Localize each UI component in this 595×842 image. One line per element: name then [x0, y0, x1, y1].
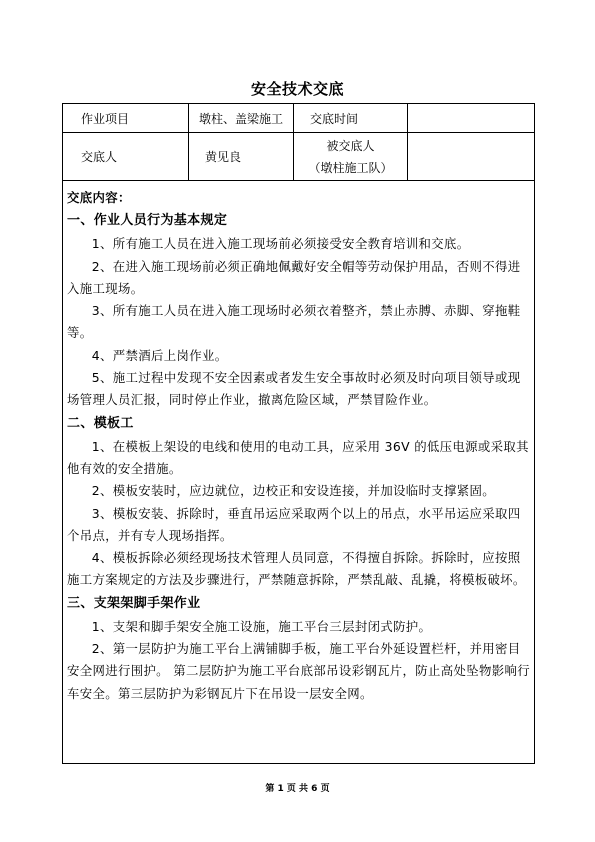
project-value: 墩柱、盖梁施工	[189, 104, 294, 133]
document-title: 安全技术交底	[250, 80, 344, 98]
project-label: 作业项目	[63, 104, 189, 133]
section-heading: 一、作业人员行为基本规定	[67, 213, 228, 229]
list-item: 4、模板拆除必须经现场技术管理人员同意，不得擅自拆除。拆除时，应按照施工方案规定的方法及步骤进行，严禁随意拆除，严禁乱敲、乱撬，将模板破坏。	[67, 550, 526, 588]
safety-briefing-table	[62, 103, 535, 764]
giver-value: 黄见良	[189, 133, 294, 181]
list-item: 1、在模板上架设的电线和使用的电动工具，应采用 36V 的低压电源或采取其他有效的安全措施。	[67, 438, 529, 476]
receiver-label-line-1: 被交底人	[326, 138, 375, 153]
list-item: 4、严禁酒后上岗作业。	[91, 347, 228, 363]
table-row	[63, 133, 535, 181]
list-item: 1、支架和脚手架安全施工设施，施工平台三层封闭式防护。	[91, 618, 432, 634]
list-item: 2、在进入施工现场前必须正确地佩戴好安全帽等劳动保护用品，否则不得进入施工现场。	[67, 258, 521, 296]
section-heading: 二、模板工	[67, 415, 134, 431]
list-item: 3、所有施工人员在进入施工现场时必须衣着整齐，禁止赤膊、赤脚、穿拖鞋等。	[67, 303, 521, 341]
receiver-label-line-2: （墩柱施工队）	[308, 160, 393, 175]
page-number: 第 1 页 共 6 页	[265, 784, 330, 794]
list-item: 5、施工过程中发现不安全因素或者发生安全事故时必须及时向项目领导或现场管理人员汇报，同时停止作业，撤离危险区域，严禁冒险作业。	[67, 370, 521, 408]
table-row	[63, 181, 535, 764]
section-heading: 三、支架架脚手架作业	[67, 595, 201, 611]
list-item: 1、所有施工人员在进入施工现场前必须接受安全教育培训和交底。	[91, 236, 470, 252]
time-label: 交底时间	[294, 104, 408, 133]
giver-label: 交底人	[63, 133, 189, 181]
list-item: 3、模板安装、拆除时，垂直吊运应采取两个以上的吊点，水平吊运应采取四个吊点，并有专人现场指挥。	[67, 505, 521, 543]
receiver-value	[408, 133, 535, 181]
time-value	[408, 104, 535, 133]
list-item: 2、第一层防护为施工平台上满铺脚手板，施工平台外延设置栏杆，并用密目安全网进行围护。 第二层防护为施工平台底部吊设彩钢瓦片，防止高处坠物影响行车安全。第三层防护为彩钢瓦片下在吊设一层安全网。	[67, 641, 530, 701]
table-row	[63, 104, 535, 133]
content-intro: 交底内容：	[67, 190, 131, 205]
briefing-content	[63, 181, 535, 764]
receiver-label	[294, 133, 408, 181]
list-item: 2、模板安装时，应边就位，边校正和安设连接，并加设临时支撑紧固。	[91, 483, 495, 499]
